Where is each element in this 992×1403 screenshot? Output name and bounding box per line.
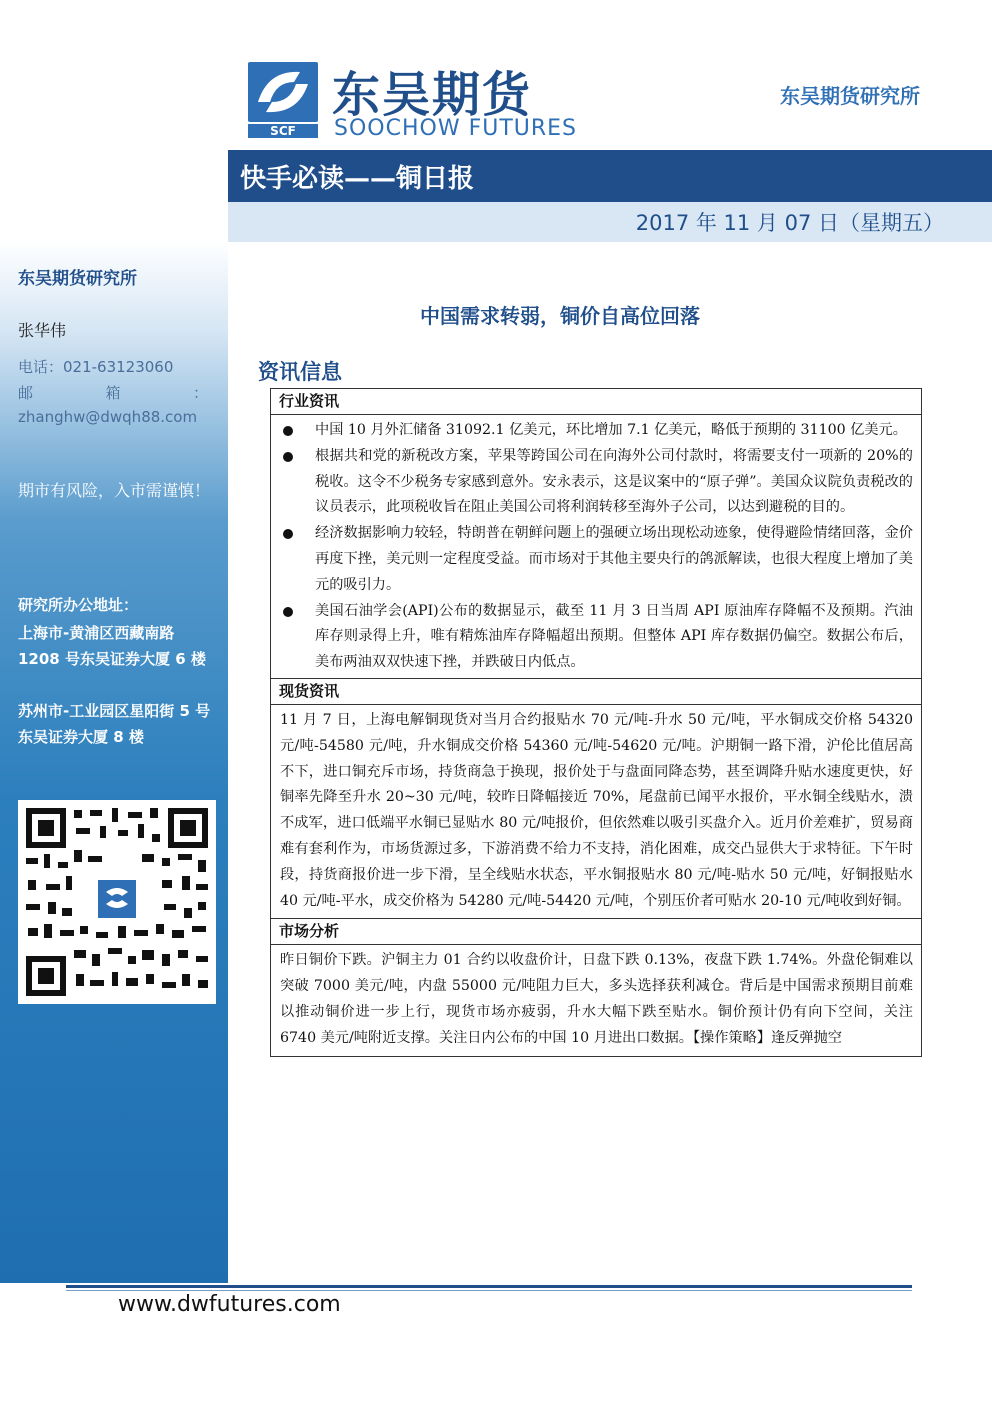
list-item-text: 根据共和党的新税改方案，苹果等跨国公司在向海外公司付款时，将需要支付一项新的 20%的税收。这令不少税务专家感到意外。安永表示，这是议案中的“原子弹”。美国众议院负责税改的议员表示，此项税收旨在阻止美国公司将利润转移至海外子公司，以达到避税的目的。 (315, 447, 913, 516)
list-item (279, 521, 913, 598)
list-item-text: 经济数据影响力较轻，特朗普在朝鲜问题上的强硬立场出现松动迹象，使得避险情绪回落，金价再度下挫，美元则一定程度受益。而市场对于其他主要央行的鸽派解读，也很大程度上增加了美元的吸引力。 (315, 525, 913, 593)
address-shanghai: 上海市-黄浦区西藏南路 1208 号东吴证券大厦 6 楼 (18, 624, 206, 668)
section-title: 资讯信息 (258, 360, 342, 384)
risk-warning: 期市有风险，入市需谨慎！ (18, 481, 211, 500)
spot-news-heading: 现货资讯 (271, 679, 921, 705)
market-analysis-heading: 市场分析 (271, 919, 921, 945)
header-institute: 东吴期货研究所 (780, 84, 920, 108)
industry-news-heading: 行业资讯 (271, 389, 921, 415)
date-bar (228, 202, 992, 242)
list-item-text: 中国 10 月外汇储备 31092.1 亿美元，环比增加 7.1 亿美元，略低于预期的 31100 亿美元。 (315, 422, 907, 438)
qr-code-icon (18, 800, 216, 1004)
scf-logo-icon (248, 62, 318, 138)
sidebar (0, 0, 228, 1283)
sidebar-email[interactable]: zhanghw@dwqh88.com (18, 408, 198, 426)
email-label-char: 箱 (105, 384, 121, 402)
sidebar-institute: 东吴期货研究所 (18, 269, 137, 289)
sidebar-author: 张华伟 (18, 321, 67, 340)
market-analysis-text: 昨日铜价下跌。沪铜主力 01 合约以收盘价计，日盘下跌 0.13%，夜盘下跌 1.74%。外盘伦铜难以突破 7000 美元/吨，内盘 55000 元/吨阻力巨大，多头选择获利减仓。背后是中国需求预期目前难以推动铜价进一步上行，现货市场亦疲弱，升水大幅下跌至贴水。铜价预计仍有向下空间，关注 6740 美元/吨附近支撑。关注日内公布的中国 10 月进出口数据。【操作策略】逢反弹抛空 (280, 952, 913, 1046)
report-title-bar (228, 150, 992, 202)
sidebar-phone: 电话：021-63123060 (18, 358, 174, 376)
industry-news-list (271, 415, 921, 679)
footer-website-link[interactable]: www.dwfutures.com (118, 1292, 341, 1317)
bullet-icon (283, 607, 293, 617)
bullet-icon (283, 452, 293, 462)
logo-mark-text: SCF (270, 124, 296, 138)
logo-english-name: SOOCHOW FUTURES (334, 116, 578, 141)
report-date: 2017 年 11 月 07 日（星期五） (635, 211, 944, 235)
list-item (279, 599, 913, 676)
logo-chinese-name: 东吴期货 (332, 67, 533, 123)
footer-divider-thin (66, 1290, 912, 1291)
email-label-char: 邮 (18, 384, 34, 402)
company-logo (248, 60, 588, 140)
list-item-text: 美国石油学会(API)公布的数据显示，截至 11 月 3 日当周 API 原油库存降幅不及预期。汽油库存则录得上升，唯有精炼油库存降幅超出预期。但整体 API 库存数据仍偏空。数据公布后，美布两油双双快速下挫，并跌破日内低点。 (315, 602, 913, 671)
address-label: 研究所办公地址： (18, 596, 139, 614)
bullet-icon (283, 426, 293, 436)
email-label-char: ： (192, 384, 208, 402)
list-item (279, 444, 913, 521)
qr-code-graphic (22, 804, 212, 1000)
address-suzhou: 苏州市-工业园区星阳街 5 号东吴证券大厦 8 楼 (18, 702, 211, 746)
spot-news-text: 11 月 7 日，上海电解铜现货对当月合约报贴水 70 元/吨-升水 50 元/吨，平水铜成交价格 54320 元/吨-54580 元/吨，升水铜成交价格 54360 元/吨-54620 元/吨。沪期铜一路下滑，沪伦比值居高不下，进口铜充斥市场，持货商急于换现，报价处于与盘面同降态势，甚至调降升贴水速度更快，好铜率先降至升水 20~30 元/吨，较昨日降幅接近 70%，尾盘前已闻平水报价，平水铜全线贴水，溃不成军，进口低端平水铜已显贴水 80 元/吨报价，但依然难以吸引买盘介入。近月价差难扩，贸易商难有套利作为，市场货源过多，下游消费不给力不支持，消化困难，成交凸显供大于求特征。下午时段，持货商报价进一步下滑，呈全线贴水状态，平水铜报贴水 80 元/吨-贴水 50 元/吨，好铜报贴水 40 元/吨-平水，成交价格为 54280 元/吨-54420 元/吨，个别压价者可贴水 20-10 元/吨收到好铜。 (271, 705, 921, 919)
sidebar-email-label (18, 382, 208, 403)
content-table (270, 388, 922, 1057)
footer-divider (66, 1285, 912, 1288)
headline: 中国需求转弱，铜价自高位回落 (420, 304, 700, 328)
list-item (279, 418, 913, 444)
bullet-icon (283, 529, 293, 539)
report-title: 快手必读——铜日报 (240, 163, 475, 194)
